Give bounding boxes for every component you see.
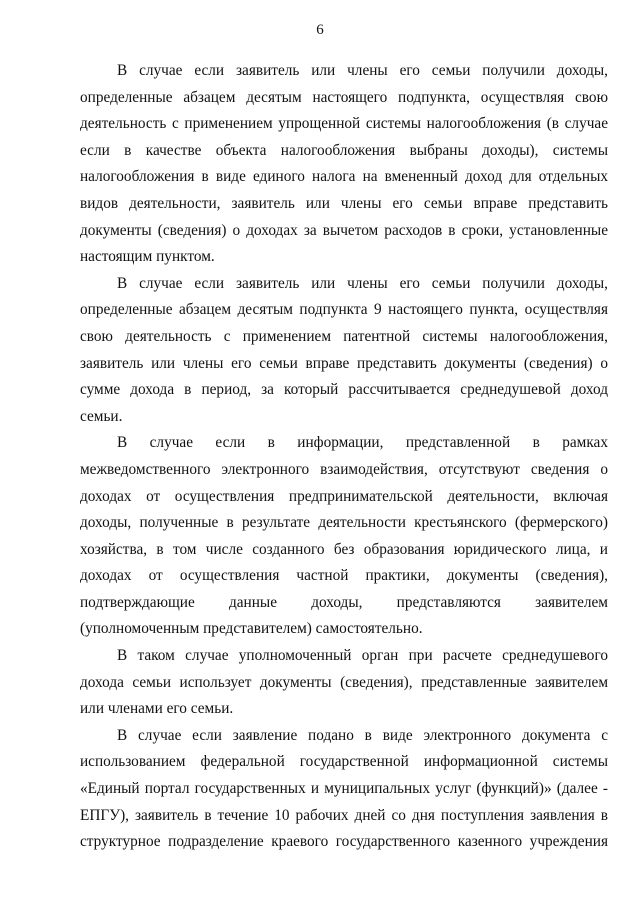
text-line: хозяйства, в том числе созданного без образования юридического лица, и bbox=[80, 540, 608, 558]
text-line: настоящим пунктом. bbox=[80, 248, 215, 266]
text-line: В случае если заявитель или члены его семьи получили доходы, bbox=[117, 62, 608, 79]
text-line: документы (сведения) о доходах за вычетом расходов в сроки, установленные bbox=[80, 221, 608, 239]
text-line: (уполномоченным представителем) самостоятельно. bbox=[80, 620, 423, 638]
paragraph-2 bbox=[80, 271, 608, 431]
text-line: В таком случае уполномоченный орган при расчете среднедушевого bbox=[117, 647, 608, 665]
text-line: структурное подразделение краевого государственного казенного учреждения bbox=[80, 833, 608, 851]
text-line: свою деятельность с применением патентной системы налогообложения, bbox=[80, 327, 608, 345]
text-line: доходы, полученные в результате деятельности крестьянского (фермерского) bbox=[80, 514, 608, 532]
text-line: если в качестве объекта налогообложения выбраны доходы), системы bbox=[80, 141, 608, 159]
text-line: налогообложения в виде единого налога на вмененный доход для отдельных bbox=[80, 168, 608, 186]
document-body bbox=[80, 58, 608, 856]
paragraph-1 bbox=[80, 58, 608, 271]
text-line: определенные абзацем десятым подпункта 9 настоящего пункта, осуществляя bbox=[80, 301, 608, 319]
paragraph-5 bbox=[80, 723, 608, 856]
text-line: В случае если заявление подано в виде электронного документа с bbox=[117, 726, 608, 744]
text-line: В случае если в информации, представленной в рамках bbox=[117, 434, 608, 452]
text-line: или членами его семьи. bbox=[80, 700, 234, 718]
text-line: подтверждающие данные доходы, представляются заявителем bbox=[80, 593, 608, 611]
text-line: «Единый портал государственных и муниципальных услуг (функций)» (далее - bbox=[80, 780, 608, 798]
text-line: заявитель или члены его семьи вправе представить документы (сведения) о bbox=[80, 354, 608, 372]
page-number: 6 bbox=[316, 22, 324, 38]
text-line: деятельность с применением упрощенной системы налогообложения (в случае bbox=[80, 115, 608, 133]
paragraph-4 bbox=[80, 643, 608, 723]
text-line: семьи. bbox=[80, 407, 123, 425]
text-line: сумме дохода в период, за который рассчитывается среднедушевой доход bbox=[80, 381, 608, 399]
text-line: дохода семьи использует документы (сведения), представленные заявителем bbox=[80, 673, 608, 691]
text-line: определенные абзацем десятым настоящего подпункта, осуществляя свою bbox=[80, 88, 608, 106]
text-line: доходах от осуществления предпринимательской деятельности, включая bbox=[80, 487, 608, 505]
text-line: ЕПГУ), заявитель в течение 10 рабочих дней со дня поступления заявления в bbox=[80, 806, 608, 824]
text-line: межведомственного электронного взаимодействия, отсутствуют сведения о bbox=[80, 460, 608, 478]
text-line: использованием федеральной государственной информационной системы bbox=[80, 753, 608, 771]
text-line: В случае если заявитель или члены его семьи получили доходы, bbox=[117, 274, 608, 292]
text-line: доходах от осуществления частной практики, документы (сведения), bbox=[80, 567, 608, 585]
text-line: видов деятельности, заявитель или члены его семьи вправе представить bbox=[80, 194, 608, 212]
paragraph-3 bbox=[80, 430, 608, 643]
